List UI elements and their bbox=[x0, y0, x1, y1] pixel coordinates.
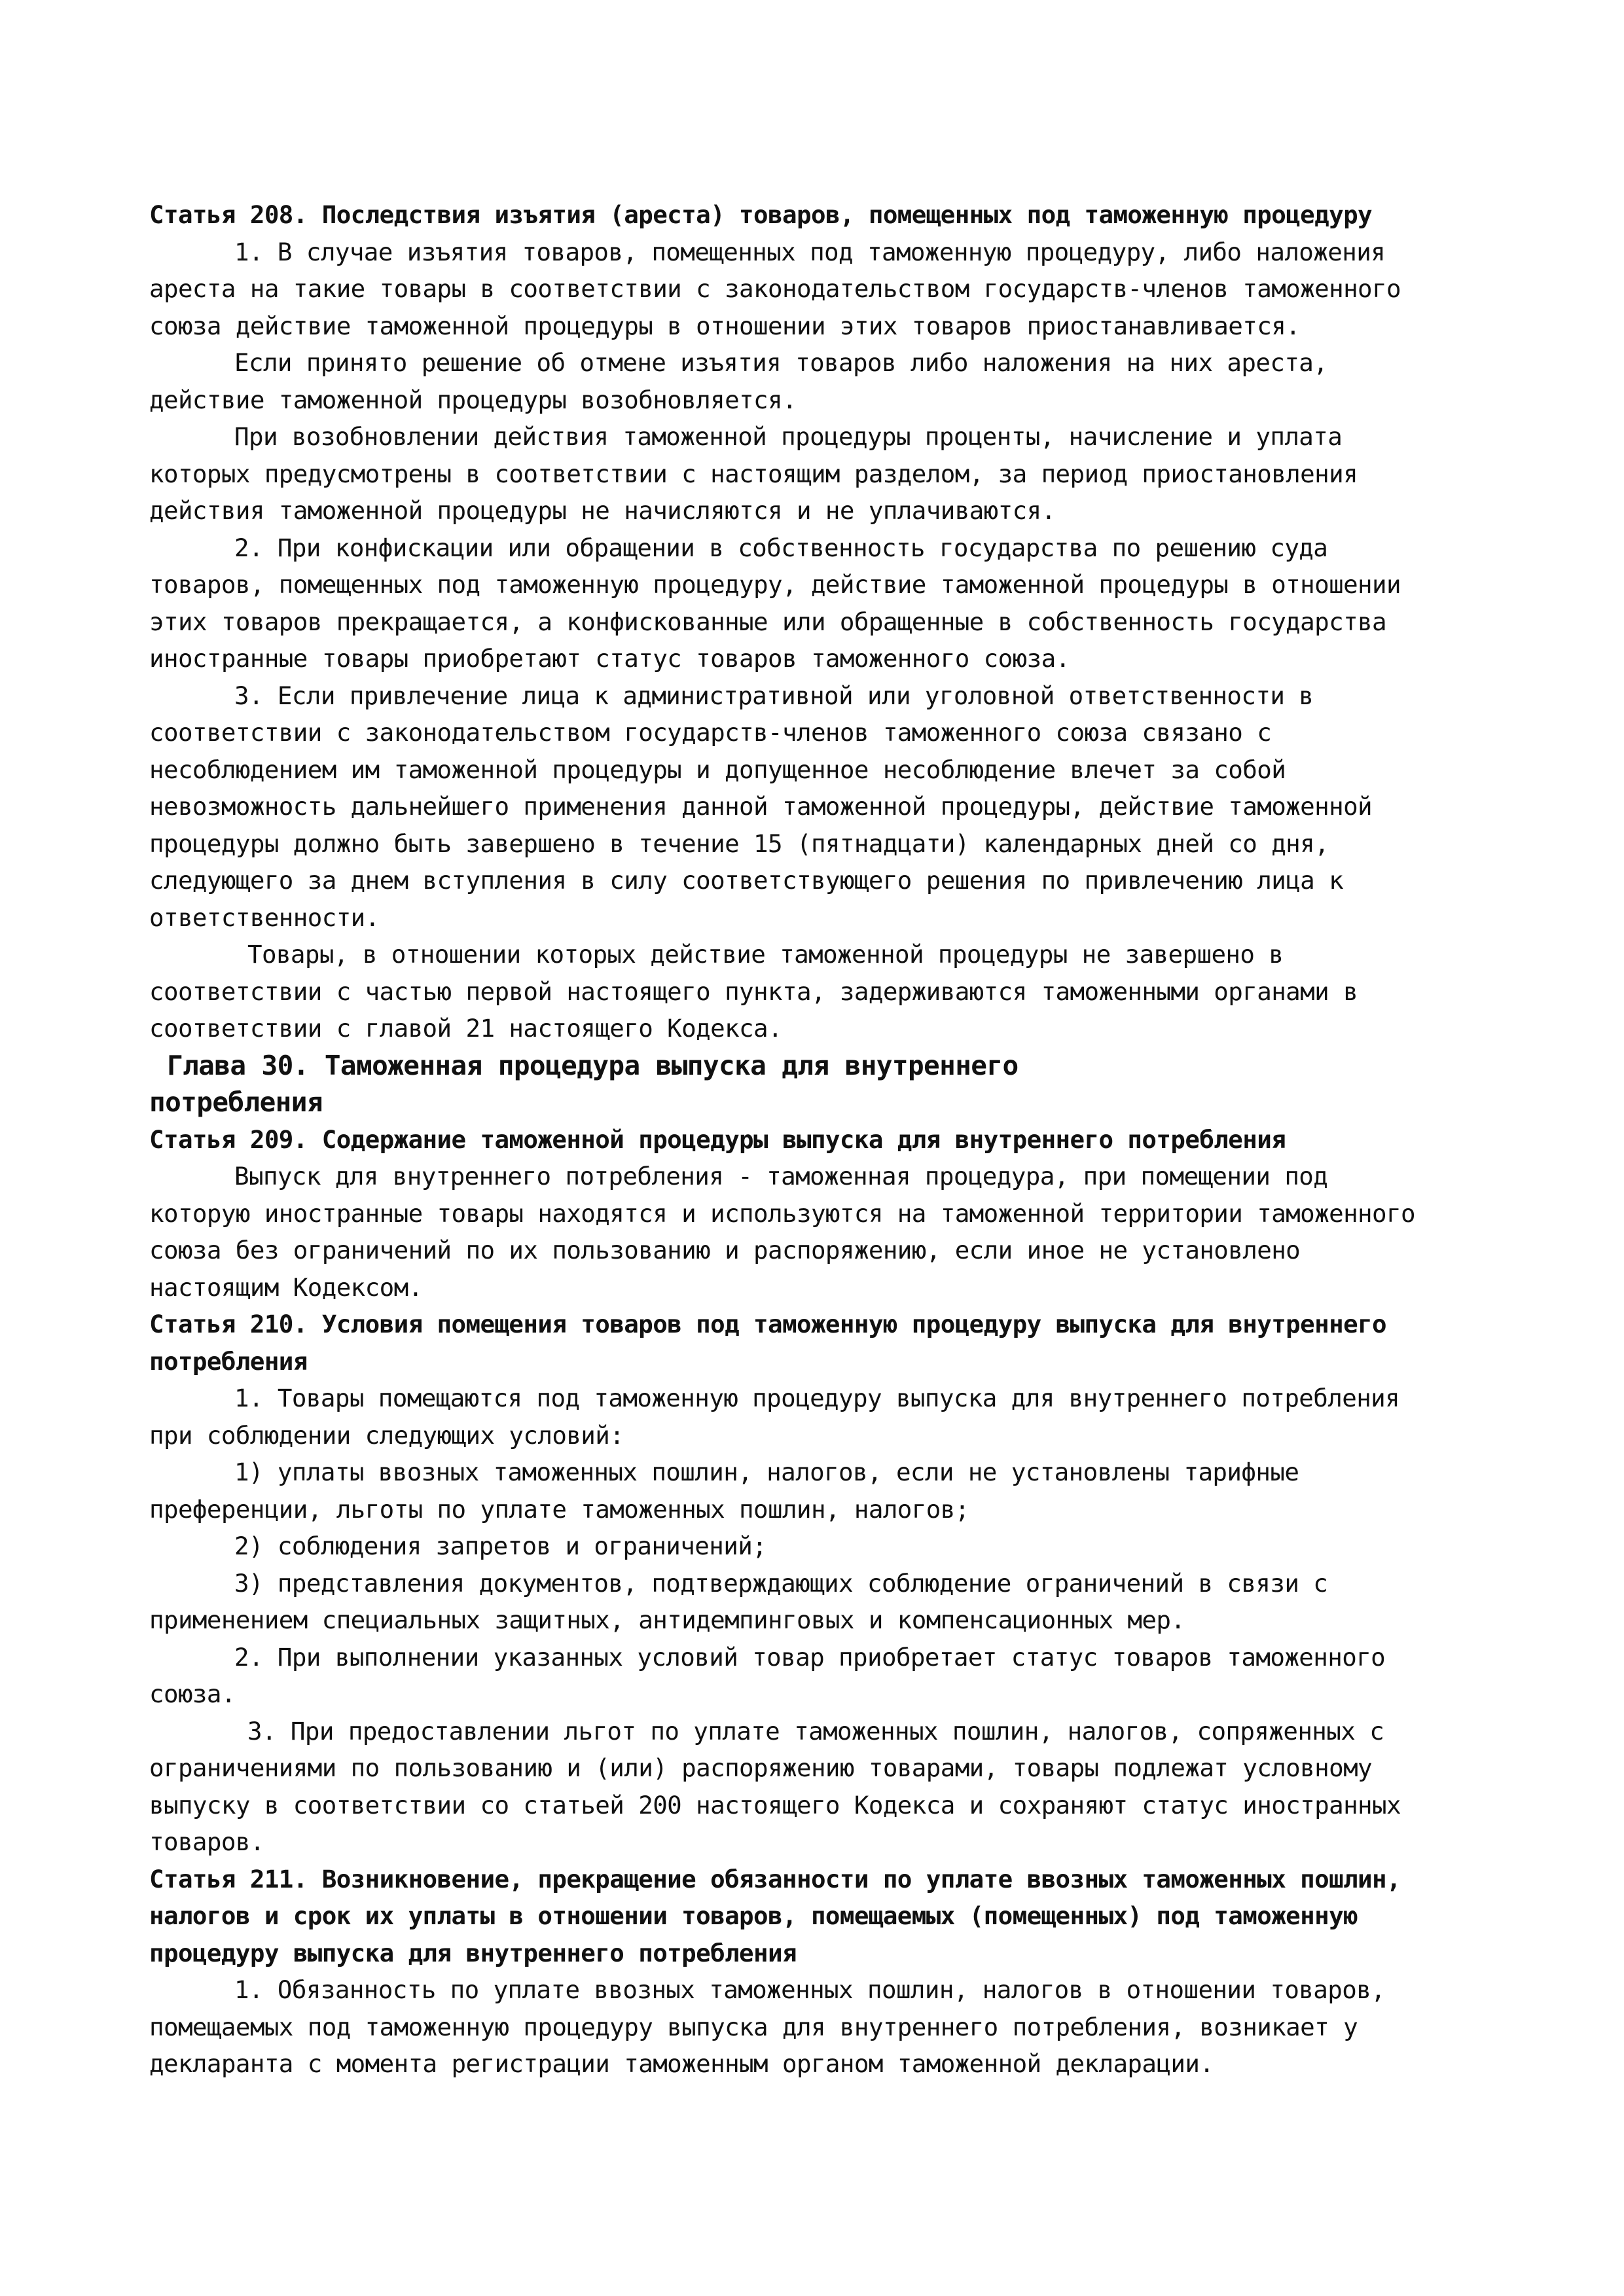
paragraph bbox=[149, 936, 1511, 1047]
text-line: которых предусмотрены в соответствии с настоящим разделом, за период приостановления bbox=[149, 459, 1358, 488]
paragraph bbox=[149, 1713, 1511, 1861]
text-line: При возобновлении действия таможенной процедуры проценты, начисление и уплата bbox=[234, 422, 1343, 451]
text-line: союза действие таможенной процедуры в отношении этих товаров приостанавливается. bbox=[149, 311, 1301, 340]
text-line: 3) представления документов, подтверждающих соблюдение ограничений в связи с bbox=[234, 1568, 1328, 1598]
article-heading bbox=[149, 1121, 1511, 1158]
text-line: товаров, помещенных под таможенную процедуру, действие таможенной процедуры в отношении bbox=[149, 570, 1401, 599]
text-line: действие таможенной процедуры возобновляется. bbox=[149, 385, 797, 414]
paragraph bbox=[149, 418, 1511, 529]
paragraph bbox=[149, 344, 1511, 418]
text-line: которую иностранные товары находятся и используются на таможенной территории таможенного bbox=[149, 1198, 1415, 1228]
text-line: ограничениями по пользованию и (или) распоряжению товарами, товары подлежат условному bbox=[149, 1753, 1373, 1782]
text-line: процедуру выпуска для внутреннего потребления bbox=[149, 1938, 797, 1967]
text-line: применением специальных защитных, антидемпинговых и компенсационных мер. bbox=[149, 1605, 1185, 1634]
text-line: невозможность дальнейшего применения данной таможенной процедуры, действие таможенной bbox=[149, 792, 1373, 821]
paragraph bbox=[149, 1639, 1511, 1713]
text-line: соответствии с законодательством государств-членов таможенного союза связано с bbox=[149, 718, 1272, 747]
text-line: настоящим Кодексом. bbox=[149, 1272, 423, 1302]
article-heading bbox=[149, 1306, 1511, 1380]
text-line: помещаемых под таможенную процедуру выпуска для внутреннего потребления, возникает у bbox=[149, 2012, 1358, 2041]
text-line: 2. При конфискации или обращении в собственность государства по решению суда bbox=[234, 533, 1328, 562]
text-line: несоблюдением им таможенной процедуры и допущенное несоблюдение влечет за собой bbox=[149, 755, 1286, 784]
text-line: Выпуск для внутреннего потребления - таможенная процедура, при помещении под bbox=[234, 1162, 1328, 1191]
text-line: Если принято решение об отмене изъятия товаров либо наложения на них ареста, bbox=[234, 348, 1328, 377]
text-line: выпуску в соответствии со статьей 200 настоящего Кодекса и сохраняют статус иностранных bbox=[149, 1790, 1401, 1820]
paragraph bbox=[149, 1971, 1511, 2083]
text-line: процедуры должно быть завершено в течение 15 (пятнадцати) календарных дней со дня, bbox=[149, 829, 1329, 858]
text-line: 1. Товары помещаются под таможенную процедуру выпуска для внутреннего потребления bbox=[234, 1384, 1400, 1412]
text-line: 2) соблюдения запретов и ограничений; bbox=[234, 1532, 767, 1560]
text-line: союза без ограничений по их пользованию и распоряжению, если иное не установлено bbox=[149, 1236, 1301, 1265]
text-line: при соблюдении следующих условий: bbox=[149, 1420, 624, 1450]
text-line: преференции, льготы по уплате таможенных пошлин, налогов; bbox=[149, 1494, 969, 1524]
text-line: 2. При выполнении указанных условий товар приобретает статус товаров таможенного bbox=[234, 1642, 1386, 1672]
text-line: 1) уплаты ввозных таможенных пошлин, налогов, если не установлены тарифные bbox=[234, 1458, 1299, 1486]
text-line: потребления bbox=[149, 1346, 308, 1376]
text-line: декларанта с момента регистрации таможенным органом таможенной декларации. bbox=[149, 2049, 1214, 2078]
text-line: налогов и срок их уплаты в отношении товаров, помещаемых (помещенных) под таможенную bbox=[149, 1901, 1358, 1930]
text-line: Статья 211. Возникновение, прекращение обязанности по уплате ввозных таможенных пошлин, bbox=[149, 1864, 1401, 1893]
text-line: Статья 208. Последствия изъятия (ареста) товаров, помещенных под таможенную процедуру bbox=[149, 200, 1373, 229]
text-line: Глава 30. Таможенная процедура выпуска для внутреннего bbox=[167, 1049, 1019, 1081]
text-line: соответствии с главой 21 настоящего Кодекса. bbox=[149, 1014, 782, 1043]
paragraph bbox=[149, 1454, 1511, 1528]
text-line: иностранные товары приобретают статус товаров таможенного союза. bbox=[149, 644, 1070, 673]
text-line: потребления bbox=[149, 1086, 323, 1118]
text-line: 1. Обязанность по уплате ввозных таможенных пошлин, налогов в отношении товаров, bbox=[234, 1975, 1386, 2004]
text-line: ареста на такие товары в соответствии с законодательством государств-членов таможенного bbox=[149, 274, 1401, 303]
text-line: товаров. bbox=[149, 1827, 264, 1856]
text-line: Статья 209. Содержание таможенной процедуры выпуска для внутреннего потребления bbox=[149, 1124, 1286, 1154]
text-line: союза. bbox=[149, 1679, 236, 1708]
text-line: соответствии с частью первой настоящего пункта, задерживаются таможенными органами в bbox=[149, 977, 1358, 1006]
text-line: действия таможенной процедуры не начисляются и не уплачиваются. bbox=[149, 496, 1056, 525]
text-line: Статья 210. Условия помещения товаров под таможенную процедуру выпуска для внутреннего bbox=[149, 1310, 1387, 1338]
text-line: Товары, в отношении которых действие таможенной процедуры не завершено в bbox=[247, 940, 1284, 969]
text-line: ответственности. bbox=[149, 903, 380, 932]
article-heading bbox=[149, 1861, 1511, 1972]
text-line: этих товаров прекращается, а конфискованные или обращенные в собственность государства bbox=[149, 607, 1387, 636]
text-line: 3. Если привлечение лица к административной или уголовной ответственности в bbox=[234, 681, 1314, 710]
text-line: 1. В случае изъятия товаров, помещенных под таможенную процедуру, либо наложения bbox=[234, 237, 1386, 266]
paragraph bbox=[149, 1565, 1511, 1639]
article-heading bbox=[149, 196, 1511, 234]
paragraph bbox=[149, 529, 1511, 677]
paragraph bbox=[149, 234, 1511, 345]
text-line: следующего за днем вступления в силу соответствующего решения по привлечению лица к bbox=[149, 866, 1344, 895]
chapter-heading bbox=[149, 1047, 1511, 1121]
text-line: 3. При предоставлении льгот по уплате таможенных пошлин, налогов, сопряженных с bbox=[247, 1716, 1384, 1746]
paragraph bbox=[149, 1528, 1511, 1565]
paragraph bbox=[149, 1158, 1511, 1306]
paragraph bbox=[149, 677, 1511, 937]
document-page bbox=[149, 196, 1511, 2083]
paragraph bbox=[149, 1380, 1511, 1454]
